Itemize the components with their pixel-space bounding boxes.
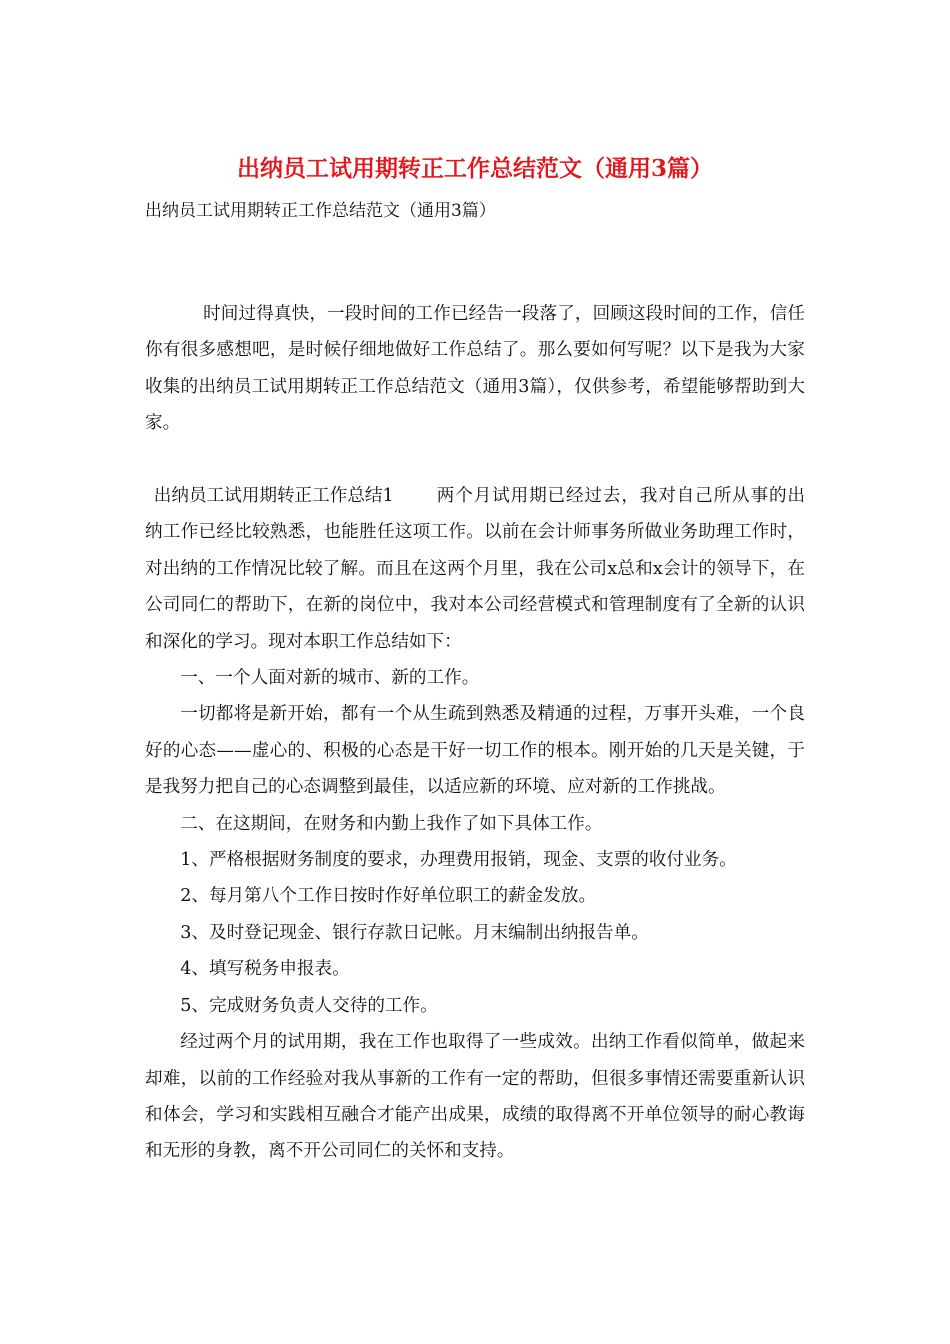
subheading-two: 二、在这期间，在财务和内勤上我作了如下具体工作。 — [180, 813, 603, 834]
list-item-2: 2、每月第八个工作日按时作好单位职工的薪金发放。 — [180, 886, 597, 907]
list-item-5: 5、完成财务负责人交待的工作。 — [180, 995, 438, 1016]
document-subtitle: 出纳员工试用期转正工作总结范文（通用3篇） — [145, 201, 496, 221]
closing-paragraph: 经过两个月的试用期，我在工作也取得了一些成效。出纳工作看似简单，做起来却难，以前的工作经验对我从事新的工作有一定的帮助，但很多事情还需要重新认识和体会，学习和实践相互融合才能产出成果，成绩的取得离不开单位领导的耐心教诲和无形的身教，离不开公司同仁的关怀和支持。 — [145, 1032, 805, 1162]
body-paragraph: 一切都将是新开始，都有一个从生疏到熟悉及精通的过程，万事开头难，一个良好的心态——虚心的、积极的心态是干好一切工作的根本。刚开始的几天是关键，于是我努力把自己的心态调整到最佳，以适应新的环境、应对新的工作挑战。 — [145, 704, 805, 798]
list-item-3: 3、及时登记现金、银行存款日记帐。月末编制出纳报告单。 — [180, 922, 649, 943]
section-1 — [145, 478, 805, 1170]
intro-paragraph: 时间过得真快，一段时间的工作已经告一段落了，回顾这段时间的工作，信任你有很多感想吧，是时候仔细地做好工作总结了。那么要如何写呢？以下是我为大家收集的出纳员工试用期转正工作总结范文（通用3篇），仅供参考，希望能够帮助到大家。 — [145, 304, 805, 434]
section-1-opening-text: 两个月试用期已经过去，我对自己所从事的出纳工作已经比较熟悉，也能胜任这项工作。以前在会计师事务所做业务助理工作时，对出纳的工作情况比较了解。而且在这两个月里，我在公司x总和x会计的领导下，在公司同仁的帮助下，在新的岗位中，我对本公司经营模式和管理制度有了全新的认识和深化的学习。现对本职工作总结如下： — [145, 486, 805, 652]
document-title: 出纳员工试用期转正工作总结范文（通用3篇） — [236, 155, 713, 182]
section-1-heading: 出纳员工试用期转正工作总结1 — [153, 486, 394, 506]
list-item-1: 1、严格根据财务制度的要求，办理费用报销，现金、支票的收付业务。 — [180, 850, 737, 871]
subheading-one: 一、一个人面对新的城市、新的工作。 — [180, 668, 480, 689]
section-1-opening-paragraph — [145, 478, 805, 660]
intro-block — [145, 296, 805, 442]
list-item-4: 4、填写税务申报表。 — [180, 959, 350, 980]
